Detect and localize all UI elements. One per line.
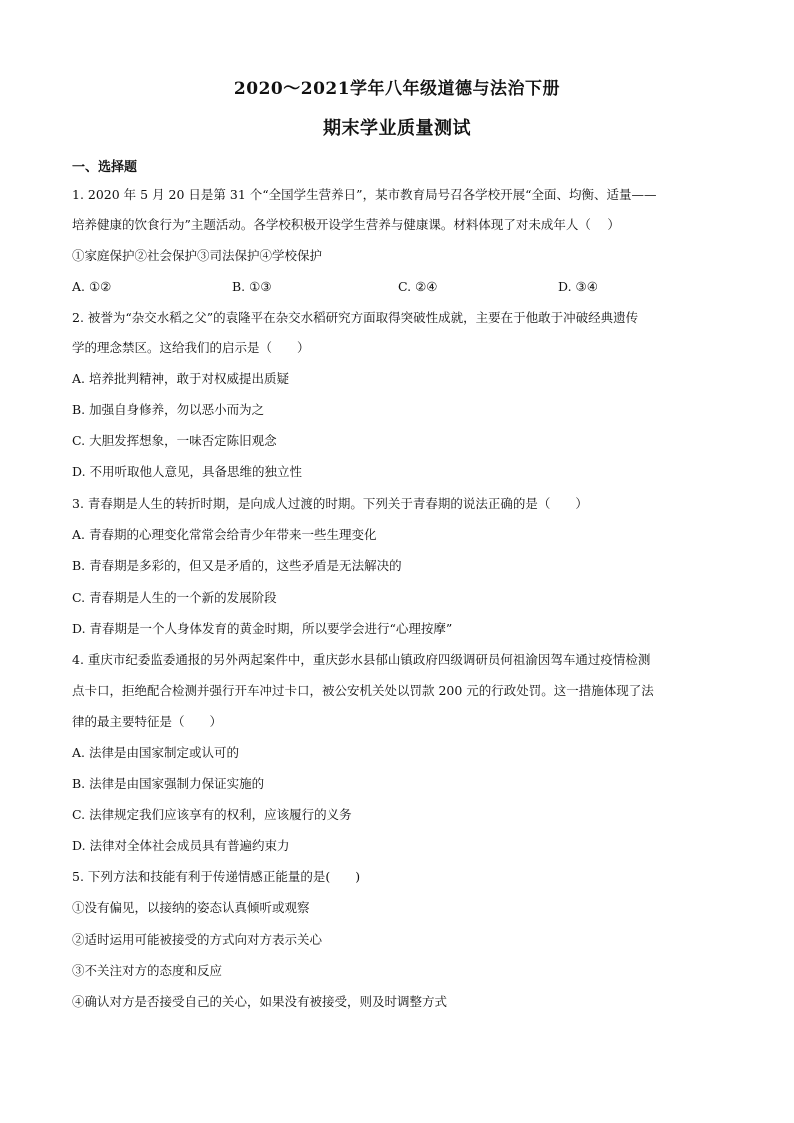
q4-option-c: C. 法律规定我们应该享有的权利，应该履行的义务 <box>72 807 352 822</box>
section-heading: 一、选择题 <box>72 160 138 175</box>
q4-stem-line-2: 点卡口，拒绝配合检测并强行开车冲过卡口，被公安机关处以罚款 200 元的行政处罚。这一措施体现了法 <box>72 683 654 698</box>
q2-stem-line-2: 学的理念禁区。这给我们的启示是（ ） <box>72 340 310 355</box>
q3-option-b: B. 青春期是多彩的，但又是矛盾的，这些矛盾是无法解决的 <box>72 558 402 573</box>
q3-option-c: C. 青春期是人生的一个新的发展阶段 <box>72 590 277 605</box>
q1-stem-line-2: 培养健康的饮食行为”主题活动。各学校积极开设学生营养与健康课。材料体现了对未成年人（ ） <box>72 217 620 232</box>
exam-subtitle: 期末学业质量测试 <box>323 118 471 139</box>
q4-option-a: A. 法律是由国家制定或认可的 <box>72 745 239 760</box>
q3-option-a: A. 青春期的心理变化常常会给青少年带来一些生理变化 <box>72 527 377 542</box>
q5-item-4: ④确认对方是否接受自己的关心，如果没有被接受，则及时调整方式 <box>72 994 448 1009</box>
q2-stem-line-1: 2. 被誉为“杂交水稻之父”的袁隆平在杂交水稻研究方面取得突破性成就，主要在于他敢于冲破经典遗传 <box>72 310 639 325</box>
q3-stem-line-1: 3. 青春期是人生的转折时期，是向成人过渡的时期。下列关于青春期的说法正确的是（ ） <box>72 496 588 511</box>
q1-option-b: B. ①③ <box>232 279 272 294</box>
q4-option-d: D. 法律对全体社会成员具有普遍约束力 <box>72 838 290 853</box>
q2-option-a: A. 培养批判精神，敢于对权威提出质疑 <box>72 371 289 386</box>
q4-stem-line-3: 律的最主要特征是（ ） <box>72 714 223 729</box>
q5-item-3: ③不关注对方的态度和反应 <box>72 963 223 978</box>
q2-option-d: D. 不用听取他人意见，具备思维的独立性 <box>72 464 303 479</box>
q5-item-1: ①没有偏见，以接纳的姿态认真倾听或观察 <box>72 900 310 915</box>
exam-title: 2020～2021学年八年级道德与法治下册 <box>233 79 561 99</box>
q2-option-b: B. 加强自身修养，勿以恶小而为之 <box>72 402 265 417</box>
q1-option-c: C. ②④ <box>398 279 438 294</box>
q5-item-2: ②适时运用可能被接受的方式向对方表示关心 <box>72 932 323 947</box>
q1-options <box>72 279 632 295</box>
q4-stem-line-1: 4. 重庆市纪委监委通报的另外两起案件中，重庆彭水县郁山镇政府四级调研员何祖渝因驾车通过疫情检测 <box>72 652 651 667</box>
q1-option-a: A. ①② <box>72 279 112 294</box>
q4-option-b: B. 法律是由国家强制力保证实施的 <box>72 776 265 791</box>
q3-option-d: D. 青春期是一个人身体发育的黄金时期，所以要学会进行“心理按摩” <box>72 621 453 636</box>
q5-stem-line-1: 5. 下列方法和技能有利于传递情感正能量的是( ) <box>72 869 361 884</box>
q1-stem-line-3: ①家庭保护②社会保护③司法保护④学校保护 <box>72 248 323 263</box>
q2-option-c: C. 大胆发挥想象，一味否定陈旧观念 <box>72 433 277 448</box>
q1-option-d: D. ③④ <box>558 279 598 294</box>
q1-stem-line-1: 1. 2020 年 5 月 20 日是第 31 个“全国学生营养日”，某市教育局号召各学校开展“全面、均衡、适量—— <box>72 187 657 202</box>
